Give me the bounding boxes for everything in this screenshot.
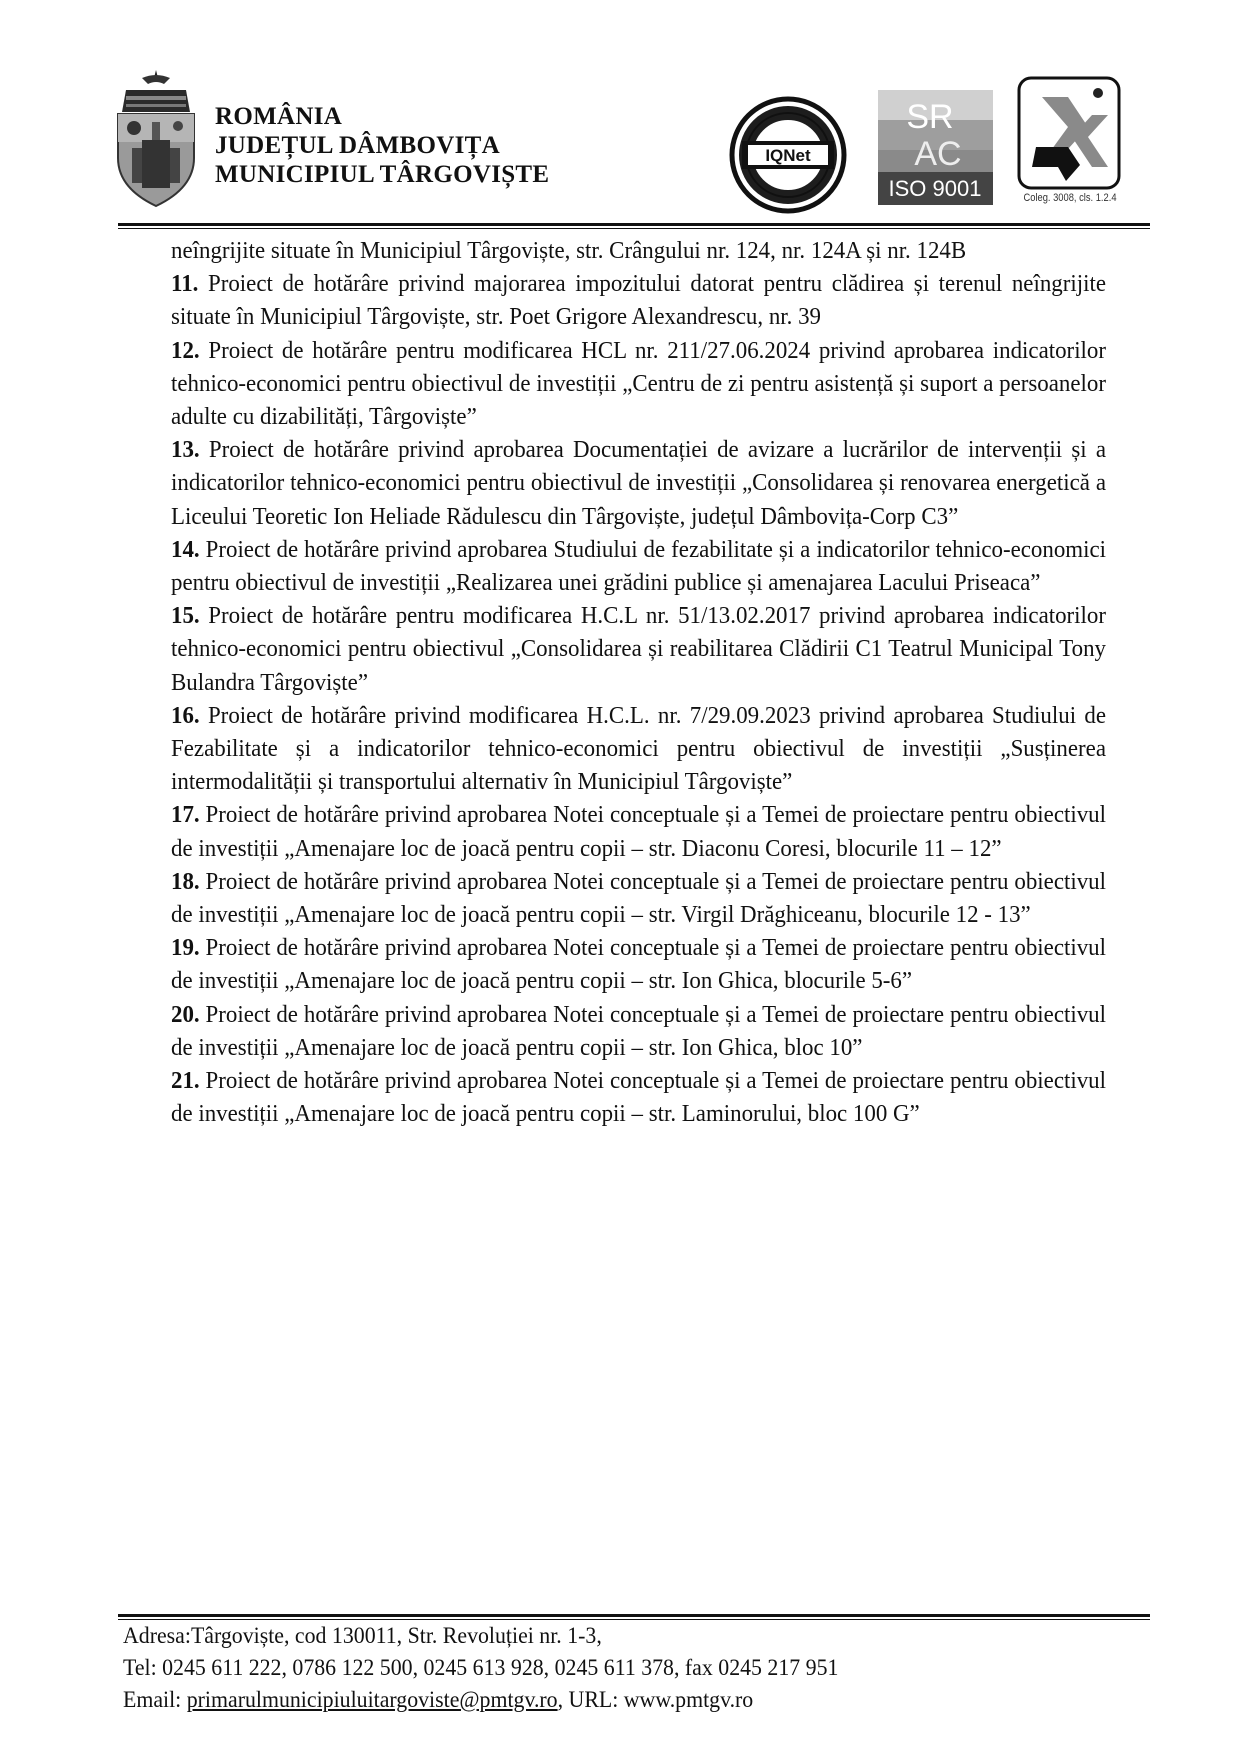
logo-caption: Coleg. 3008, cls. 1.2.4 — [1023, 192, 1117, 204]
agenda-item-number: 14. — [171, 535, 200, 563]
agenda-item-number: 16. — [171, 701, 200, 729]
footer-phones: Tel: 0245 611 222, 0786 122 500, 0245 613 928, 0245 611 378, fax 0245 217 951 — [123, 1655, 839, 1680]
agenda-item — [171, 931, 1106, 997]
footer-contact — [123, 1620, 1092, 1716]
agenda-item-number: 20. — [171, 1000, 200, 1028]
iqnet-center-text: IQNet — [765, 146, 811, 165]
agenda-item — [171, 267, 1106, 333]
srac-top-text: SR — [906, 98, 954, 136]
title-county: JUDEȚUL DÂMBOVIȚA — [215, 132, 500, 159]
agenda-item — [171, 699, 1106, 799]
footer-email-line — [123, 1684, 1092, 1716]
agenda-item-text: Proiect de hotărâre privind aprobarea Notei conceptuale și a Temei de proiectare pentru obiectivul de investiții „Amenajare loc de joacă pentru copii – str. Virgil Drăghiceanu, blocurile 12 - 13” — [171, 867, 1107, 929]
title-country: ROMÂNIA — [215, 103, 343, 130]
agenda-item-number: 11. — [171, 270, 199, 298]
header-divider — [118, 223, 1150, 229]
agenda-item-text: Proiect de hotărâre privind aprobarea Notei conceptuale și a Temei de proiectare pentru obiectivul de investiții „Amenajare loc de joacă pentru copii – str. Laminorului, bloc 100 G” — [171, 1067, 1107, 1128]
srac-iso9001-logo-icon — [878, 90, 993, 205]
agenda-item-number: 17. — [171, 801, 200, 829]
registered-mark-logo-icon — [1016, 75, 1122, 191]
footer-address: Adresa:Târgoviște, cod 130011, Str. Revoluției nr. 1-3, — [123, 1623, 602, 1648]
agenda-item — [171, 1064, 1106, 1130]
agenda-item-text: Proiect de hotărâre privind majorarea impozitului datorat pentru clădirea și terenul neîngrijite situate în Municipiul Târgoviște, str. Poet Grigore Alexandrescu, nr. 39 — [171, 270, 1107, 331]
institution-title — [215, 102, 549, 189]
agenda-item-text: Proiect de hotărâre privind aprobarea Notei conceptuale și a Temei de proiectare pentru obiectivul de investiții „Amenajare loc de joacă pentru copii – str. Ion Ghica, blocurile 5-6” — [171, 934, 1107, 995]
title-municipality: MUNICIPIUL TÂRGOVIȘTE — [215, 161, 550, 188]
continuation-paragraph: neîngrijite situate în Municipiul Târgoviște, str. Crângului nr. 124, nr. 124A și nr. 124B — [171, 237, 967, 264]
agenda-item-text: Proiect de hotărâre privind aprobarea Notei conceptuale și a Temei de proiectare pentru obiectivul de investiții „Amenajare loc de joacă pentru copii – str. Ion Ghica, bloc 10” — [171, 1000, 1107, 1061]
letterhead — [0, 0, 1242, 230]
url-link[interactable]: www.pmtgv.ro — [623, 1687, 754, 1712]
coat-of-arms-icon — [112, 68, 200, 208]
document-body — [171, 234, 1106, 1130]
email-link[interactable]: primarulmunicipiuluitargoviste@pmtgv.ro — [186, 1687, 558, 1712]
agenda-item-number: 19. — [171, 934, 200, 962]
agenda-item — [171, 433, 1106, 533]
agenda-item-text: Proiect de hotărâre privind modificarea H.C.L. nr. 7/29.09.2023 privind aprobarea Studiului de Fezabilitate și a indicatorilor tehnico-economici pentru obiectivul de investiții „Susținerea intermodalității și transportului alternativ în Municipiul Târgoviște” — [171, 701, 1106, 796]
agenda-item — [171, 865, 1106, 931]
agenda-item-text: Proiect de hotărâre privind aprobarea Documentației de avizare a lucrărilor de intervenții și a indicatorilor tehnico-economici pentru obiectivul de investiții „Consolidarea și renovarea energetică a Liceului Teoretic Ion Heliade Rădulescu din Târgoviște, județul Dâmbovița-Corp C3” — [171, 436, 1107, 530]
agenda-item-text: Proiect de hotărâre privind aprobarea Studiului de fezabilitate și a indicatorilor tehnico-economici pentru obiectivul de investiții „Realizarea unei grădini publice și amenajarea Lacului Priseaca” — [171, 535, 1107, 597]
url-label: , URL: — [557, 1687, 624, 1712]
agenda-item-number: 13. — [171, 436, 200, 464]
agenda-item-number: 18. — [171, 867, 200, 895]
iqnet-certified-logo-icon — [728, 95, 848, 215]
agenda-item — [171, 998, 1106, 1064]
agenda-item — [171, 599, 1106, 699]
agenda-item-number: 15. — [171, 602, 200, 630]
agenda-item-number: 12. — [171, 336, 200, 364]
email-label: Email: — [123, 1687, 187, 1712]
agenda-item — [171, 533, 1106, 599]
srac-bottom-text: ISO 9001 — [888, 176, 982, 201]
agenda-item — [171, 334, 1106, 434]
agenda-item-text: Proiect de hotărâre pentru modificarea H.C.L nr. 51/13.02.2017 privind aprobarea indicatorilor tehnico-economici pentru obiectivul „Consolidarea și reabilitarea Clădirii C1 Teatrul Municipal Tony Bulandra Târgoviște” — [171, 602, 1106, 696]
agenda-item-number: 21. — [171, 1067, 200, 1095]
agenda-item-text: Proiect de hotărâre privind aprobarea Notei conceptuale și a Temei de proiectare pentru obiectivul de investiții „Amenajare loc de joacă pentru copii – str. Diaconu Coresi, blocurile 11 – 12” — [171, 801, 1107, 862]
srac-middle-text: AC — [914, 135, 962, 173]
agenda-item — [171, 798, 1106, 864]
agenda-item-text: Proiect de hotărâre pentru modificarea HCL nr. 211/27.06.2024 privind aprobarea indicatorilor tehnico-economici pentru obiectivul de investiții „Centru de zi pentru asistență și suport a persoanelor adulte cu dizabilități, Târgoviște” — [171, 336, 1107, 431]
